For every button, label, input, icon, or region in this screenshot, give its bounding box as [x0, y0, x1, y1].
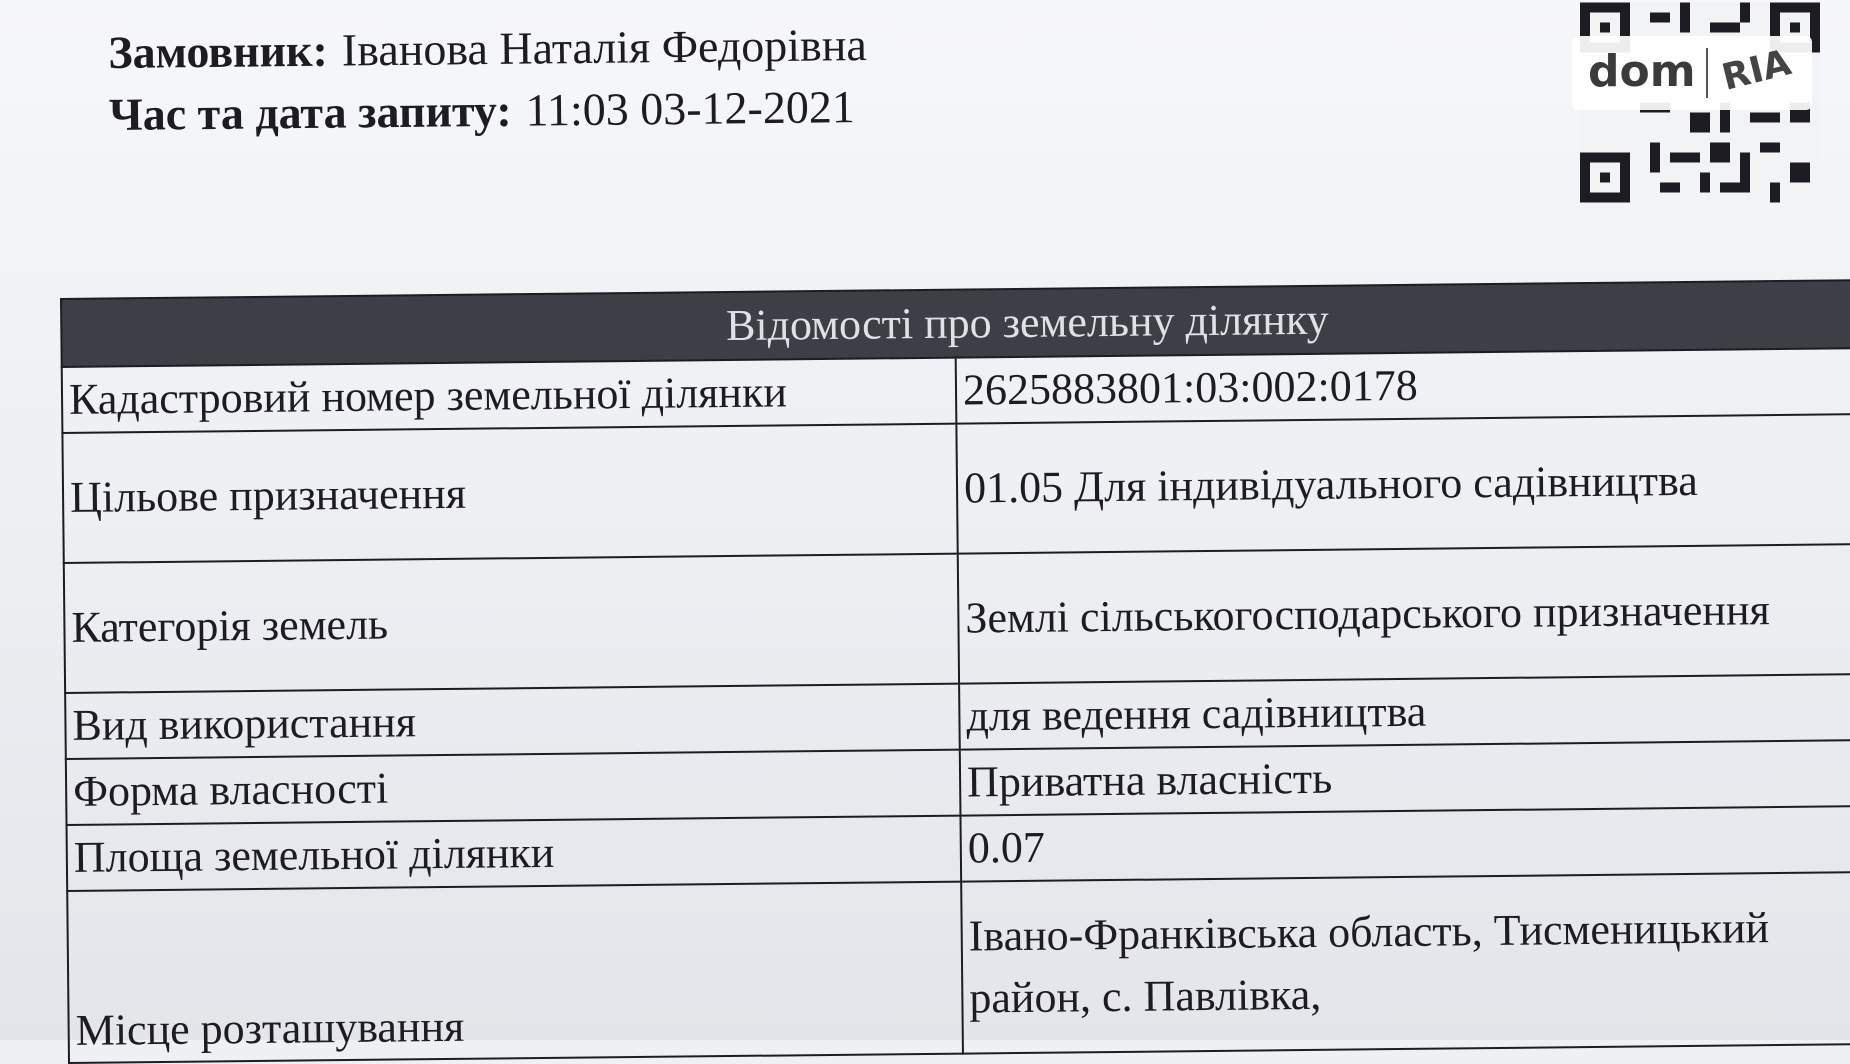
request-time-line — [109, 76, 868, 146]
row-value-cadastral-number: 2625883801:03:002:0178 — [956, 348, 1850, 424]
request-time-value: 11:03 03-12-2021 — [525, 81, 856, 136]
row-value-land-category: Землі сільськогосподарського призначення — [958, 544, 1850, 684]
logo-divider — [1706, 48, 1708, 98]
row-value-purpose: 01.05 Для індивідуального садівництва — [956, 414, 1850, 554]
row-label-cadastral-number: Кадастровий номер земельної ділянки — [62, 358, 957, 433]
land-plot-info-table — [60, 279, 1850, 1064]
document-header — [108, 14, 868, 146]
table-title: Відомості про земельну ділянку — [61, 280, 1850, 367]
row-value-location: Івано-Франківська область, Тисменицький район, с. Павлівка, — [961, 872, 1850, 1054]
logo-area — [1572, 0, 1832, 210]
row-value-area: 0.07 — [960, 806, 1850, 882]
row-label-land-category: Категорія земель — [64, 554, 959, 693]
dom-logo-text: dom — [1588, 46, 1696, 97]
land-plot-table-wrap — [60, 279, 1850, 1064]
row-value-usage-type: для ведення садівництва — [959, 674, 1850, 750]
dom-ria-logo — [1572, 36, 1812, 110]
customer-label: Замовник: — [108, 24, 329, 78]
row-value-ownership: Приватна власність — [960, 740, 1850, 816]
row-label-location: Місце розташування — [67, 882, 963, 1063]
row-label-area: Площа земельної ділянки — [67, 816, 962, 891]
table-row — [67, 872, 1850, 1063]
customer-name: Іванова Наталія Федорівна — [341, 19, 868, 76]
row-label-purpose: Цільове призначення — [62, 424, 957, 563]
customer-line — [108, 14, 867, 84]
ria-logo-text: RIA — [1718, 42, 1795, 99]
request-time-label: Час та дата запиту: — [108, 84, 512, 140]
table-row — [64, 544, 1850, 693]
table-row — [62, 414, 1850, 563]
row-label-usage-type: Вид використання — [65, 684, 960, 759]
row-label-ownership: Форма власності — [66, 750, 961, 825]
